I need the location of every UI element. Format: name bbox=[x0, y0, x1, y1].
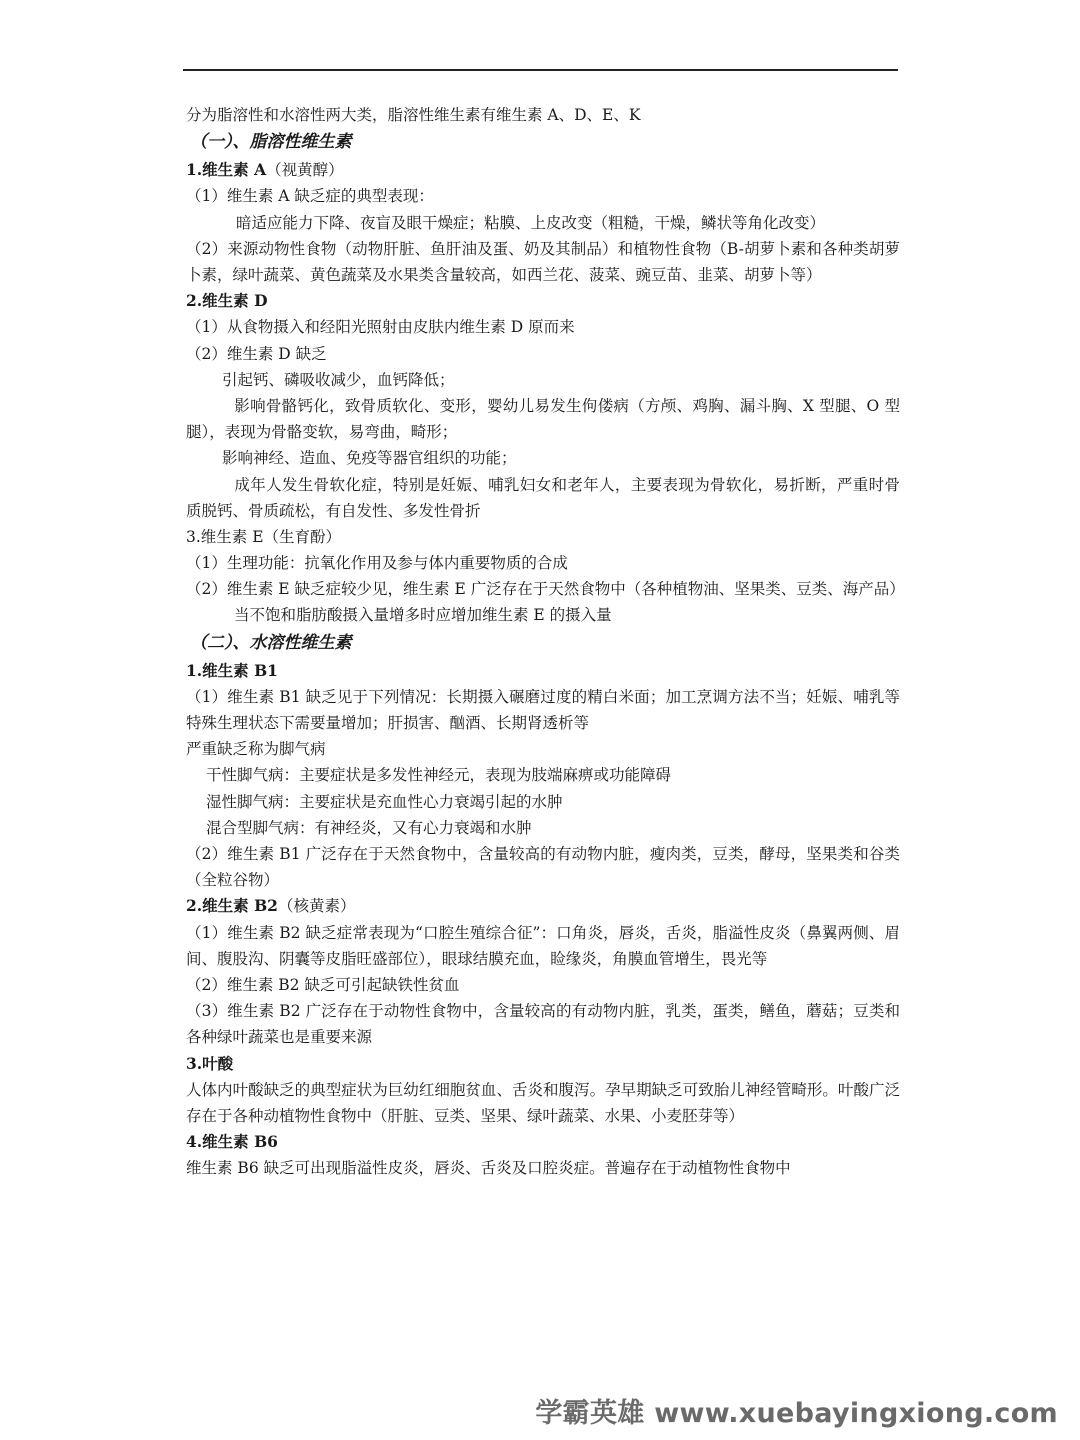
heading-vitamin-a-note: （视黄醇） bbox=[266, 161, 344, 180]
vitamin-d-item-2-a: 引起钙、磷吸收减少，血钙降低； bbox=[222, 370, 455, 389]
vitamin-a-item-2: （2）来源动物性食物（动物肝脏、鱼肝油及蛋、奶及其制品）和植物性食物（B-胡萝卜素和各种类胡萝卜素，绿叶蔬菜、黄色蔬菜及水果类含量较高，如西兰花、菠菜、豌豆苗、韭菜、胡萝卜等） bbox=[186, 239, 900, 284]
heading-vitamin-b2 bbox=[186, 893, 900, 919]
section-water-soluble: （二）、水溶性维生素 bbox=[190, 632, 352, 653]
vitamin-b1-item-2: （2）维生素 B1 广泛存在于天然食物中，含量较高的有动物内脏，瘦肉类，豆类，酵母，坚果类和谷类（全粒谷物） bbox=[186, 845, 900, 890]
vitamin-e-item-2 bbox=[186, 576, 905, 628]
heading-vitamin-a bbox=[186, 157, 900, 183]
vitamin-d-item-2-d-text: 成年人发生骨软化症，特别是妊娠、哺乳妇女和老年人，主要表现为骨软化，易折断，严重时骨质脱钙、骨质疏松，有自发性、多发性骨折 bbox=[186, 475, 900, 520]
header-rule bbox=[183, 69, 898, 71]
document-body bbox=[186, 102, 905, 1182]
vitamin-d-item-2-b-text: 影响骨骼钙化，致骨质软化、变形，婴幼儿易发生佝偻病（方颅、鸡胸、漏斗胸、X 型腿、O 型腿），表现为骨骼变软，易弯曲，畸形； bbox=[186, 396, 900, 442]
vitamin-b6-text: 维生素 B6 缺乏可出现脂溢性皮炎，唇炎、舌炎及口腔炎症。普遍存在于动植物性食物中 bbox=[186, 1159, 791, 1178]
heading-folic-acid: 3.叶酸 bbox=[186, 1053, 234, 1073]
heading-vitamin-b2-label: 2.维生素 B2 bbox=[186, 896, 278, 916]
vitamin-b2-item-1: （1）维生素 B2 缺乏症常表现为“口腔生殖综合征”：口角炎，唇炎，舌炎，脂溢性皮炎（鼻翼两侧、眉间、腹股沟、阴囊等皮脂旺盛部位），眼球结膜充血，睑缘炎，角膜血管增生，畏光等 bbox=[186, 923, 900, 968]
vitamin-b2-item-2: （2）维生素 B2 缺乏可引起缺铁性贫血 bbox=[186, 976, 460, 995]
section-fat-soluble: （一）、脂溶性维生素 bbox=[190, 132, 352, 153]
heading-vitamin-b6: 4.维生素 B6 bbox=[186, 1132, 278, 1152]
vitamin-e-item-2-note: 当不饱和脂肪酸摄入量增多时应增加维生素 E 的摄入量 bbox=[234, 606, 612, 625]
vitamin-b1-dry-beriberi: 干性脚气病：主要症状是多发性神经元，表现为肢端麻痹或功能障碍 bbox=[206, 766, 672, 785]
vitamin-e-item-1: （1）生理功能：抗氧化作用及参与体内重要物质的合成 bbox=[186, 554, 568, 573]
heading-vitamin-d: 2.维生素 D bbox=[186, 291, 268, 311]
vitamin-d-item-2: （2）维生素 D 缺乏 bbox=[186, 344, 327, 363]
vitamin-d-item-2-d bbox=[186, 472, 900, 524]
vitamin-a-item-1: （1）维生素 A 缺乏症的典型表现： bbox=[186, 187, 434, 206]
intro-line: 分为脂溶性和水溶性两大类，脂溶性维生素有维生素 A、D、E、K bbox=[186, 106, 641, 124]
heading-vitamin-b2-note: （核黄素） bbox=[277, 897, 356, 916]
vitamin-b1-beriberi: 严重缺乏称为脚气病 bbox=[186, 740, 326, 759]
vitamin-b1-wet-beriberi: 湿性脚气病：主要症状是充血性心力衰竭引起的水肿 bbox=[206, 792, 563, 811]
vitamin-d-item-2-b bbox=[186, 393, 900, 445]
heading-vitamin-a-label: 1.维生素 A bbox=[186, 160, 267, 180]
vitamin-e-item-2-text: （2）维生素 E 缺乏症较少见，维生素 E 广泛存在于天然食物中（各种植物油、坚果类、豆类、海产品） bbox=[186, 580, 905, 599]
vitamin-a-item-1-detail: 暗适应能力下降、夜盲及眼干燥症；粘膜、上皮改变（粗糙，干燥，鳞状等角化改变） bbox=[236, 213, 826, 232]
vitamin-d-item-2-c: 影响神经、造血、免疫等器官组织的功能； bbox=[222, 449, 517, 468]
heading-vitamin-b1: 1.维生素 B1 bbox=[186, 660, 278, 680]
heading-vitamin-e: 3.维生素 E（生育酚） bbox=[186, 527, 342, 546]
vitamin-d-item-1: （1）从食物摄入和经阳光照射由皮肤内维生素 D 原而来 bbox=[186, 318, 575, 337]
vitamin-b2-item-3: （3）维生素 B2 广泛存在于动物性食物中，含量较高的有动物内脏，乳类，蛋类，鳝鱼，蘑菇；豆类和各种绿叶蔬菜也是重要来源 bbox=[186, 1002, 900, 1047]
vitamin-b1-item-1: （1）维生素 B1 缺乏见于下列情况：长期摄入碾磨过度的精白米面；加工烹调方法不当；妊娠、哺乳等特殊生理状态下需要量增加；肝损害、酗酒、长期肾透析等 bbox=[186, 687, 900, 733]
folic-acid-text: 人体内叶酸缺乏的典型症状为巨幼红细胞贫血、舌炎和腹泻。孕早期缺乏可致胎儿神经管畸形。叶酸广泛存在于各种动植物性食物中（肝脏、豆类、坚果、绿叶蔬菜、水果、小麦胚芽等） bbox=[186, 1080, 900, 1126]
vitamin-b1-mixed-beriberi: 混合型脚气病：有神经炎，又有心力衰竭和水肿 bbox=[206, 818, 532, 837]
site-watermark: 学霸英雄 www.xuebayingxiong.com bbox=[535, 1398, 1058, 1429]
